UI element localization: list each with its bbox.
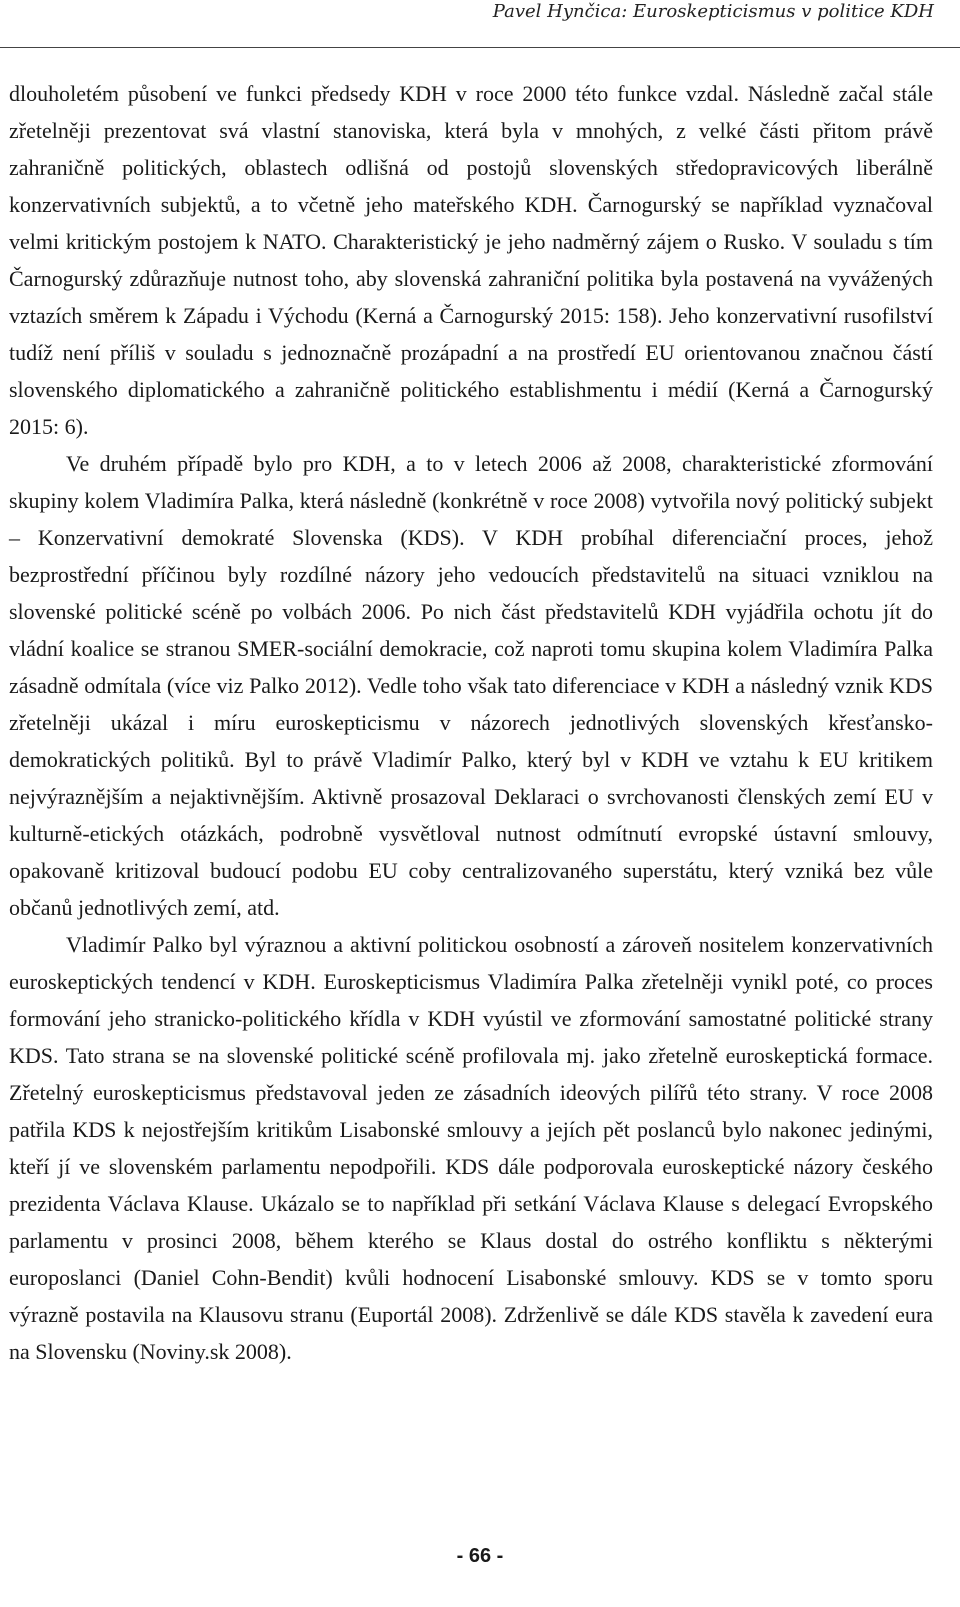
page-header xyxy=(0,0,960,48)
body-text xyxy=(9,75,933,1370)
paragraph: Ve druhém případě bylo pro KDH, a to v letech 2006 až 2008, charakteristické zformování skupiny kolem Vladimíra Palka, která následně (konkrétně v roce 2008) vytvořila nový politický subjekt – Konzervativní demokraté Slovenska (KDS). V KDH probíhal diferenciační proces, jehož bezprostřední příčinou byly rozdílné názory jeho vedoucích představitelů na situaci vzniklou na slovenské politické scéně po volbách 2006. Po nich část představitelů KDH vyjádřila ochotu jít do vládní koalice se stranou SMER-sociální demokracie, což naproti tomu skupina kolem Vladimíra Palka zásadně odmítala (více viz Palko 2012). Vedle toho však tato diferenciace v KDH a následný vznik KDS zřetelněji ukázal i míru euroskepticismu v názorech jednotlivých slovenských křesťansko-demokratických politiků. Byl to právě Vladimír Palko, který byl v KDH ve vztahu k EU kritikem nejvýraznějším a nejaktivnějším. Aktivně prosazoval Deklaraci o svrchovanosti členských zemí EU v kulturně-etických otázkách, podrobně vysvětloval nutnost odmítnutí evropské ústavní smlouvy, opakovaně kritizoval budoucí podobu EU coby centralizovaného superstátu, který vzniká bez vůle občanů jednotlivých zemí, atd. xyxy=(9,451,933,920)
paragraph: dlouholetém působení ve funkci předsedy KDH v roce 2000 této funkce vzdal. Následně začal stále zřetelněji prezentovat svá vlastní stanoviska, která byla v mnohých, z velké části přitom právě zahraničně politických, oblastech odlišná od postojů slovenských středopravicových liberálně konzervativních subjektů, a to včetně jeho mateřského KDH. Čarnogurský se například vyznačoval velmi kritickým postojem k NATO. Charakteristický je jeho nadměrný zájem o Rusko. V souladu s tím Čarnogurský zdůrazňuje nutnost toho, aby slovenská zahraniční politika byla postavená na vyvážených vztazích směrem k Západu i Východu (Kerná a Čarnogurský 2015: 158). Jeho konzervativní rusofilství tudíž není příliš v souladu s jednoznačně prozápadní a na prostředí EU orientovanou značnou částí slovenského diplomatického a zahraničně politického establishmentu i médií (Kerná a Čarnogurský 2015: 6). xyxy=(9,81,933,439)
paragraph: Vladimír Palko byl výraznou a aktivní politickou osobností a zároveň nositelem konzervativních euroskeptických tendencí v KDH. Euroskepticismus Vladimíra Palka zřetelněji vynikl poté, co proces formování jeho stranicko-politického křídla v KDH vyústil ve zformování samostatné politické strany KDS. Tato strana se na slovenské politické scéně profilovala mj. jako zřetelně euroskeptická formace. Zřetelný euroskepticismus představoval jeden ze zásadních ideových pilířů této strany. V roce 2008 patřila KDS k nejostřejším kritikům Lisabonské smlouvy a jejích pět poslanců bylo nakonec jedinými, kteří jí ve slovenském parlamentu nepodpořili. KDS dále podporovala euroskeptické názory českého prezidenta Václava Klause. Ukázalo se to například při setkání Václava Klause s delegací Evropského parlamentu v prosinci 2008, během kterého se Klaus dostal do ostrého konfliktu s některými europoslanci (Daniel Cohn-Bendit) kvůli hodnocení Lisabonské smlouvy. KDS se v tomto sporu výrazně postavila na Klausovu stranu (Euportál 2008). Zdrženlivě se dále KDS stavěla k zavedení eura na Slovensku (Noviny.sk 2008). xyxy=(9,932,933,1364)
page-number: - 66 - xyxy=(456,1545,504,1567)
running-title: Pavel Hynčica: Euroskepticismus v politice KDH xyxy=(492,1,934,22)
